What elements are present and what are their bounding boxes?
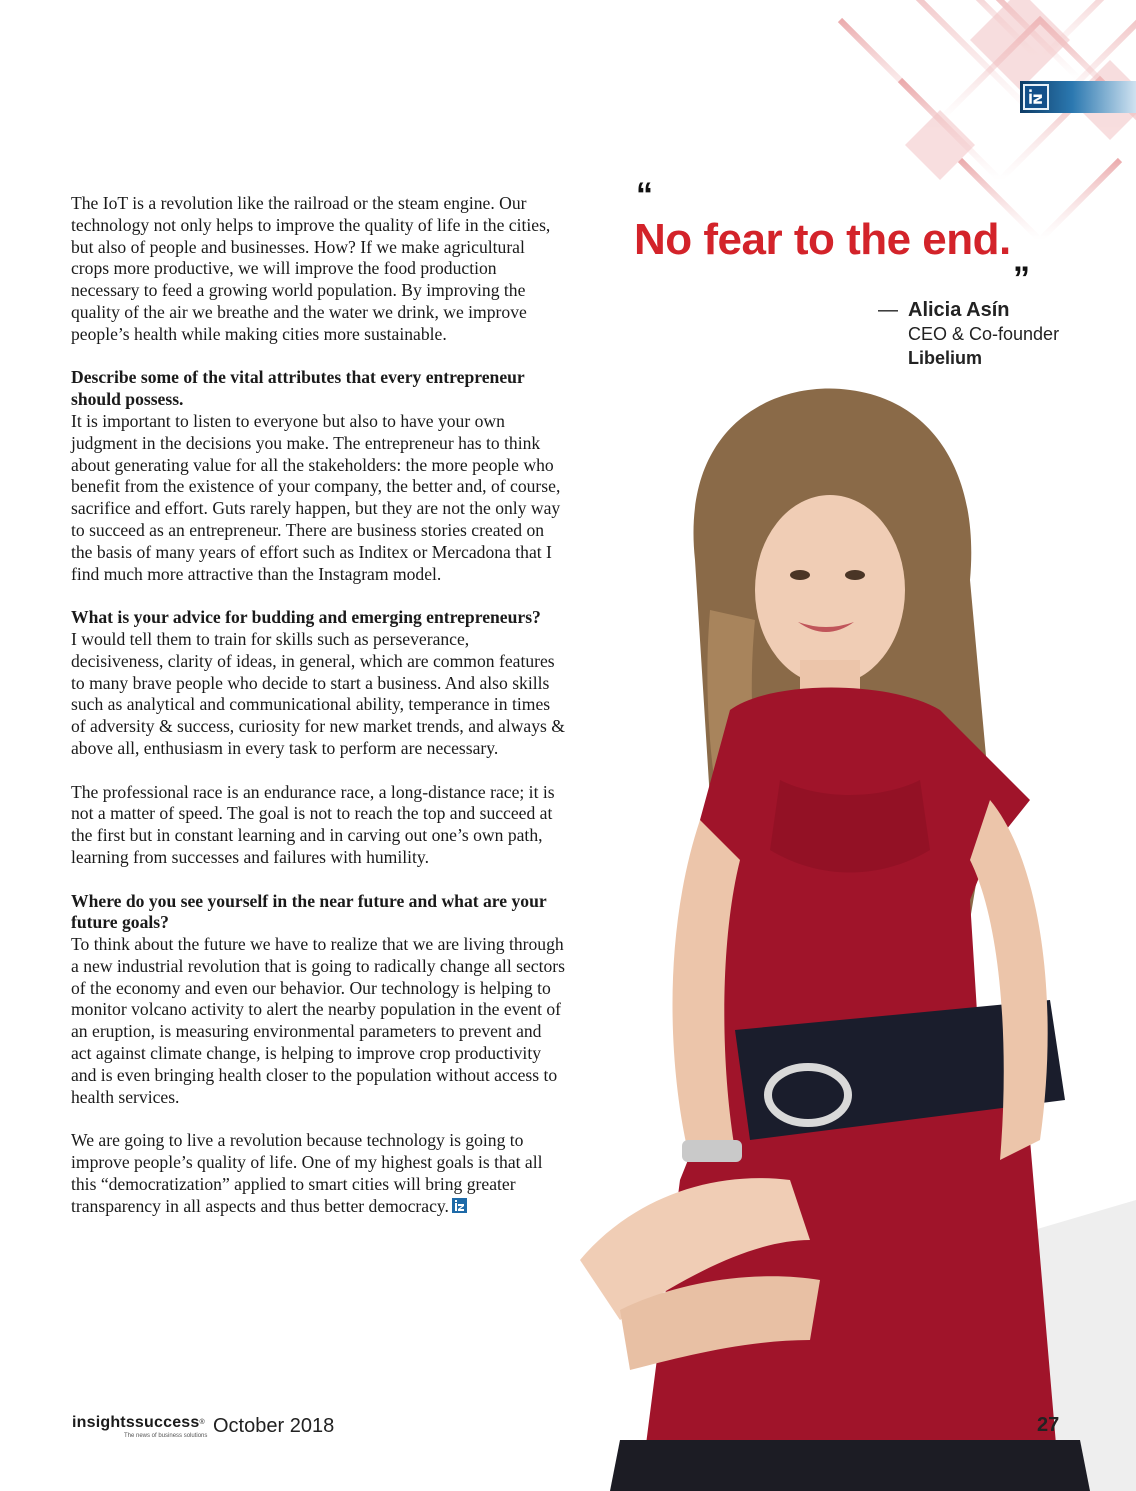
article-paragraph: [71, 782, 565, 869]
portrait-photo: [560, 380, 1136, 1491]
pull-quote-text: No fear to the end.: [634, 215, 1011, 264]
section-tab: [1020, 81, 1136, 113]
interview-question: Describe some of the vital attributes that every entrepreneur should possess.: [71, 367, 525, 410]
paragraph-text: To think about the future we have to realize that we are living through a new industrial revolution that is going to radically change all sectors of the economy and even our behavior. Our technology is helping to monitor volcano activity to alert the nearby population in the event of an eruption, is measuring environmental parameters to prevent and act against climate change, is helping to improve crop productivity and is even bringing health closer to the population without access to health services.: [71, 934, 565, 1107]
brand-tagline: The news of business solutions: [124, 1433, 208, 1439]
paragraph-text: We are going to live a revolution because technology is going to improve people’s quality of life. One of my highest goals is that all this “democratization” applied to smart cities will bring greater transparency in all aspects and thus better democracy.: [71, 1130, 543, 1216]
paragraph-text: I would tell them to train for skills such as perseverance, decisiveness, clarity of ideas, in general, which are common features to many brave people who decide to start a business. And also skills such as analytical and communicational ability, temperance in times of adversity & success, curiosity for new market trends, and always & above all, enthusiasm in every task to perform are necessary.: [71, 628, 565, 758]
brand-logo-icon: [1023, 84, 1049, 110]
brand-wordmark: insightssuccess: [72, 1414, 200, 1431]
quote-close-mark: ”: [1013, 260, 1030, 298]
article-paragraph: [71, 891, 565, 1109]
company-name: Libelium: [908, 348, 983, 368]
issue-date: October 2018: [213, 1415, 335, 1437]
page-number: 27: [1037, 1414, 1060, 1436]
quote-attribution: [878, 298, 1128, 370]
interview-question: What is your advice for budding and emerging entrepreneurs?: [71, 607, 541, 628]
quote-open-mark: “: [636, 176, 653, 214]
registered-mark: ®: [199, 1419, 205, 1426]
footer-brand-logo: [72, 1413, 207, 1441]
attribution-dash: —: [878, 299, 898, 321]
paragraph-text: The IoT is a revolution like the railroad or the steam engine. Our technology not only helps to improve the quality of life in the cities, but also of people and businesses. How? If we make agricultural crops more productive, we will improve the food production necessary to feed a growing world population. By improving the quality of the air we breathe and the water we drink, we improve people’s health while making cities more sustainable.: [71, 193, 551, 344]
person-role: CEO & Co-founder: [908, 324, 1060, 344]
paragraph-text: The professional race is an endurance race, a long-distance race; it is not a matter of speed. The goal is not to reach the top and succeed at the first but in constant learning and in carving out one’s own path, learning from successes and failures with humility.: [71, 781, 555, 867]
article-paragraph: [71, 607, 565, 760]
interview-question: Where do you see yourself in the near future and what are your future goals?: [71, 890, 547, 933]
article-paragraph: [71, 367, 565, 585]
end-mark-logo-icon: [452, 1198, 467, 1213]
person-name: Alicia Asín: [908, 299, 1010, 321]
article-paragraph: [71, 1130, 565, 1217]
article-paragraph: [71, 193, 565, 346]
article-body: [71, 193, 565, 1239]
paragraph-text: It is important to listen to everyone but also to have your own judgment in the decisions you make. The entrepreneur has to think about generating value for all the stakeholders: the more people who benefit from the existence of your company, the better and, of course, sacrifice and effort. Guts rarely happen, but they are not the only way to succeed as an entrepreneur. There are business stories created on the basis of many years of effort such as Inditex or Mercadona that I find much more attractive than the Instagram model.: [71, 410, 561, 584]
